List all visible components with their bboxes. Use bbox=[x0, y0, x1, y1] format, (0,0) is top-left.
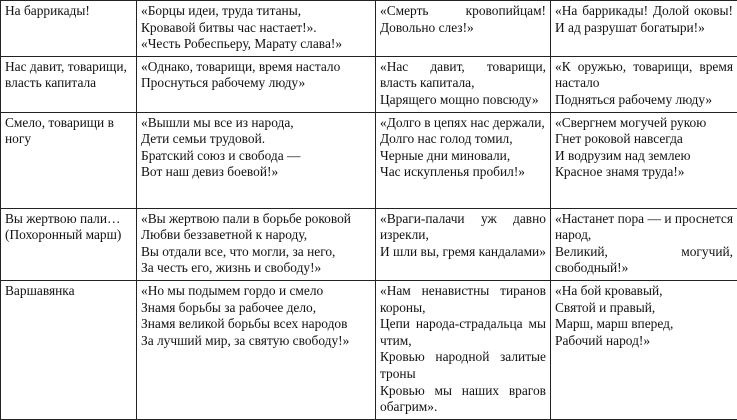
song-title: На баррикады! bbox=[1, 1, 137, 57]
table-row bbox=[1, 56, 737, 112]
table-row bbox=[1, 112, 737, 208]
quote-cell: «Враги-палачи уж давно изрекли, И шли вы, гремя кандалами» bbox=[376, 208, 551, 280]
quote-cell: «На бой кровавый, Святой и правый, Марш, марш вперед, Рабочий народ!» bbox=[551, 280, 737, 419]
quote-cell: «Долго в цепях нас держали, Долго нас голод томил, Черные дни миновали, Час искупленья пробил!» bbox=[376, 112, 551, 208]
song-title: Вы жертвою пали… (Похоронный марш) bbox=[1, 208, 137, 280]
quote-cell: «Свергнем могучей рукою Гнет роковой навсегда И водрузим над землею Красное знамя труда!» bbox=[551, 112, 737, 208]
song-title: Нас давит, товарищи, власть капитала bbox=[1, 56, 137, 112]
quote-cell: «Вышли мы все из народа, Дети семьи трудовой. Братский союз и свобода — Вот наш девиз боевой!» bbox=[137, 112, 376, 208]
quote-cell: «Нам ненавистны тиранов короны, Цепи народа-страдальца мы чтим, Кровью народной залитые троны Кровью мы наших врагов обагрим». bbox=[376, 280, 551, 419]
quote-cell: «К оружью, товарищи, время настало Подняться рабочему люду» bbox=[551, 56, 737, 112]
quote-cell: «Борцы идеи, труда титаны, Кровавой битвы час настает!». «Честь Робеспьеру, Марату слава!» bbox=[137, 1, 376, 57]
quote-cell: «Но мы подымем гордо и смело Знамя борьбы за рабочее дело, Знамя великой борьбы всех народов За лучший мир, за святую свободу!» bbox=[137, 280, 376, 419]
quote-cell: «Однако, товарищи, время настало Проснуться рабочему люду» bbox=[137, 56, 376, 112]
table-row bbox=[1, 208, 737, 280]
quote-cell: «На баррикады! Долой оковы! И ад разрушат богатыри!» bbox=[551, 1, 737, 57]
song-title: Смело, товарищи в ногу bbox=[1, 112, 137, 208]
table-row bbox=[1, 280, 737, 419]
quote-cell: «Настанет пора — и проснется народ, Великий, могучий, свободный!» bbox=[551, 208, 737, 280]
table-row bbox=[1, 1, 737, 57]
quote-cell: «Нас давит, товарищи, власть капитала, Царящего мощно повсюду» bbox=[376, 56, 551, 112]
quote-cell: «Вы жертвою пали в борьбе роковой Любви беззаветной к народу, Вы отдали все, что могли, за него, За честь его, жизнь и свободу!» bbox=[137, 208, 376, 280]
song-title: Варшавянка bbox=[1, 280, 137, 419]
quote-cell: «Смерть кровопийцам! Довольно слез!» bbox=[376, 1, 551, 57]
